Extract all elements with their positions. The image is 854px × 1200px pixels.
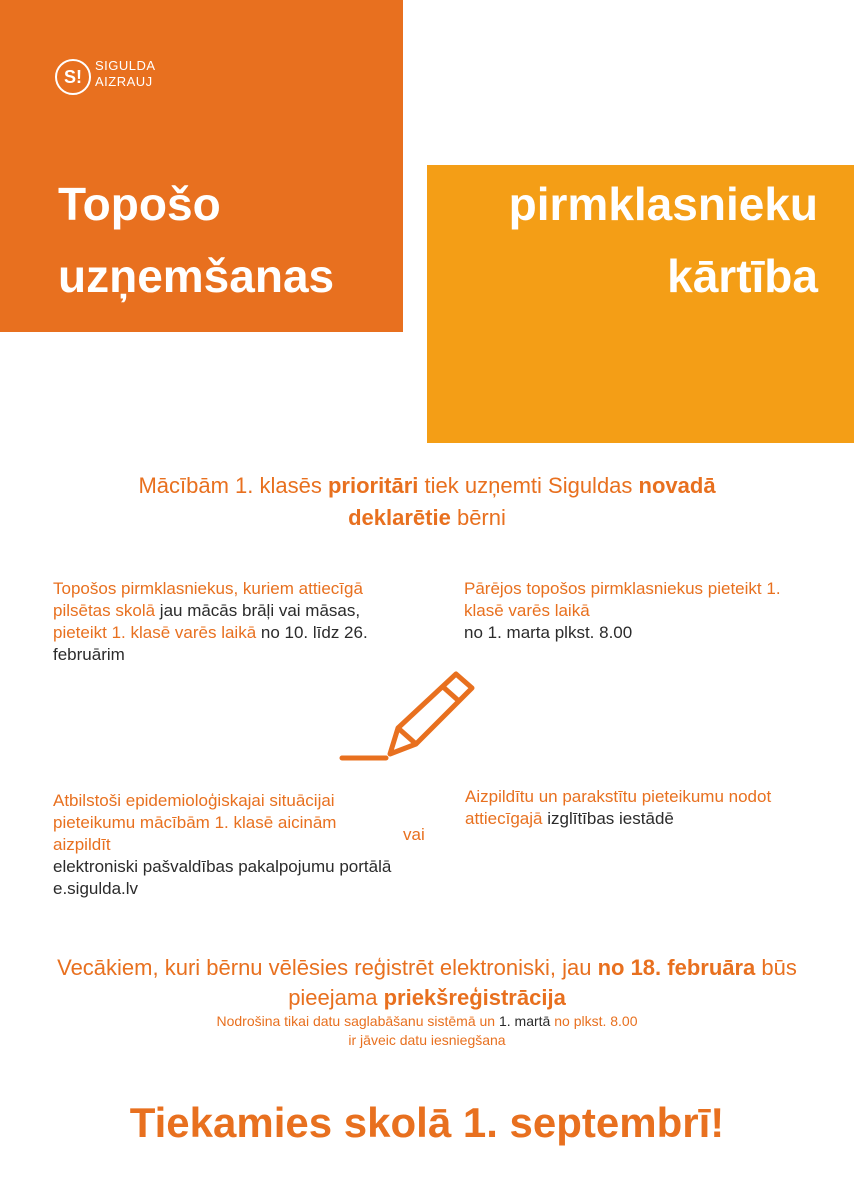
closing-message: Tiekamies skolā 1. septembrī! — [129, 1099, 725, 1146]
title-left-line1: Topošo — [58, 178, 221, 230]
headline-text: tiek uzņemti Siguldas — [418, 473, 639, 498]
sigulda-logo-icon: S! — [55, 59, 91, 95]
siblings-block — [53, 578, 393, 666]
online-block — [53, 790, 393, 900]
note-date: 1. martā — [498, 1013, 551, 1029]
siblings-text: Topošos pirmklasniekus, kuriem attiecīgā pilsētas skolā — [53, 579, 363, 620]
or-separator: vai — [403, 825, 425, 844]
headline-emph: deklarētie — [348, 505, 451, 530]
siblings-text: no 10. līdz 26. februārim — [53, 623, 368, 664]
title-right — [509, 168, 818, 312]
note-text: no plkst. 8.00 — [550, 1013, 638, 1029]
note-text: ir jāveic datu iesniegšana — [348, 1032, 506, 1048]
logo-line1: SIGULDA — [95, 58, 156, 73]
others-block — [464, 578, 794, 644]
online-text: Atbilstoši epidemioloģiskajai situācijai pieteikumu mācībām 1. klasē aicinām aizpildīt — [53, 791, 337, 854]
logo-line2: AIZRAUJ — [95, 74, 153, 89]
title-right-line2: kārtība — [667, 250, 818, 302]
priority-headline — [20, 470, 834, 534]
others-text: Pārējos topošos pirmklasniekus pieteikt 1. klasē varēs laikā — [464, 579, 781, 620]
siblings-text: jau mācās brāļi vai māsas, — [155, 601, 361, 620]
paper-text: Aizpildītu un parakstītu pieteikumu nodot attiecīgajā — [465, 787, 772, 828]
reg-text: Vecākiem, kuri bērnu vēlēsies reģistrēt elektroniski, jau — [57, 955, 598, 980]
title-right-line1: pirmklasnieku — [508, 178, 818, 230]
reg-emph: priekšreģistrācija — [383, 985, 566, 1010]
others-date: no 1. marta plkst. 8.00 — [464, 623, 633, 642]
note-text: Nodrošina tikai datu saglabāšanu sistēmā un — [216, 1013, 499, 1029]
preregistration-note — [20, 1012, 834, 1050]
title-left-line2: uzņemšanas — [58, 250, 335, 302]
reg-emph: no 18. februāra — [597, 955, 756, 980]
online-portal: elektroniski pašvaldības pakalpojumu portālā e.sigulda.lv — [53, 857, 392, 898]
headline-emph: prioritāri — [327, 473, 419, 498]
headline-text: bērni — [450, 505, 506, 530]
reg-text: būs pieejama — [288, 955, 797, 1010]
paper-block — [465, 786, 815, 830]
pen-writing-icon — [338, 666, 478, 766]
siblings-text: pieteikt 1. klasē varēs laikā — [53, 623, 257, 642]
logo-wordmark — [95, 58, 156, 90]
headline-text: Mācībām 1. klasēs — [138, 473, 328, 498]
paper-text: izglītības iestādē — [542, 809, 674, 828]
headline-emph: novadā — [638, 473, 716, 498]
title-left — [58, 168, 334, 312]
preregistration-headline — [20, 953, 834, 1013]
